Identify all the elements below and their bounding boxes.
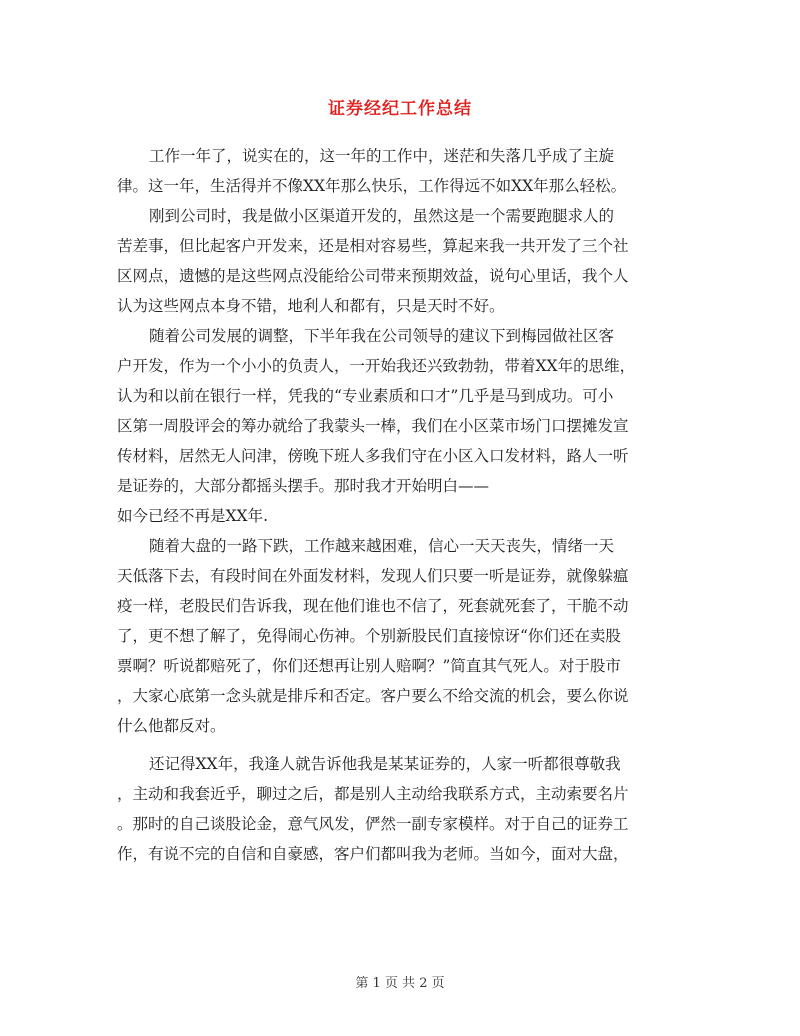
paragraph-line: 认为和以前在银行一样，凭我的“专业素质和口才”几乎是马到成功。可小 bbox=[117, 387, 614, 405]
paragraph-line: 苦差事，但比起客户开发来，还是相对容易些，算起来我一共开发了三个社 bbox=[117, 237, 629, 255]
paragraph-line: ，主动和我套近乎，聊过之后，都是别人主动给我联系方式，主动索要名片 bbox=[117, 785, 629, 803]
paragraph-line: 票啊？听说都赔死了，你们还想再让别人赔啊？”简直其气死人。对于股市 bbox=[117, 657, 621, 675]
paragraph-line: 还记得XX年，我逢人就告诉他我是某某证券的，人家一听都很尊敬我 bbox=[149, 755, 621, 773]
paragraph-line: 是证券的，大部分都摇头摆手。那时我才开始明白—— bbox=[117, 477, 490, 495]
document-title: 证券经纪工作总结 bbox=[328, 99, 472, 119]
paragraph-line: 认为这些网点本身不错，地利人和都有，只是天时不好。 bbox=[117, 297, 505, 315]
paragraph-line: 传材料，居然无人问津，傍晚下班人多我们守在小区入口发材料，路人一听 bbox=[117, 447, 629, 465]
document-body bbox=[117, 141, 683, 869]
page-number-footer: 第 1 页 共 2 页 bbox=[355, 976, 445, 991]
paragraph-line: 区网点，遗憾的是这些网点没能给公司带来预期效益，说句心里话，我个人 bbox=[117, 267, 629, 285]
paragraph-line: 疫一样，老股民们告诉我，现在他们谁也不信了，死套就死套了，干脆不动 bbox=[117, 597, 629, 615]
paragraph-line: 户开发，作为一个小小的负责人，一开始我还兴致勃勃，带着XX年的思维， bbox=[117, 357, 636, 375]
paragraph-line: 随着大盘的一路下跌，工作越来越困难，信心一天天丧失，情绪一天 bbox=[149, 537, 615, 555]
paragraph-line: 了，更不想了解了，免得闹心伤神。个别新股民们直接惊讶“你们还在卖股 bbox=[117, 627, 621, 645]
paragraph-line: 刚到公司时，我是做小区渠道开发的，虽然这是一个需要跑腿求人的 bbox=[149, 207, 615, 225]
paragraph-line: 什么他都反对。 bbox=[117, 717, 226, 735]
paragraph-line: 作，有说不完的自信和自豪感，客户们都叫我为老师。当如今，面对大盘， bbox=[117, 845, 629, 863]
paragraph-line: 区第一周股评会的筹办就给了我蒙头一棒，我们在小区菜市场门口摆摊发宣 bbox=[117, 417, 629, 435]
paragraph-line: 工作一年了，说实在的，这一年的工作中，迷茫和失落几乎成了主旋 bbox=[149, 147, 615, 165]
paragraph-line: 天低落下去，有段时间在外面发材料，发现人们只要一听是证券，就像躲瘟 bbox=[117, 567, 629, 585]
paragraph-line: 律。这一年，生活得并不像XX年那么快乐，工作得远不如XX年那么轻松。 bbox=[117, 177, 627, 195]
paragraph-line: ，大家心底第一念头就是排斥和否定。客户要么不给交流的机会，要么你说 bbox=[117, 687, 629, 705]
paragraph-line: 。那时的自己谈股论金，意气风发，俨然一副专家模样。对于自己的证券工 bbox=[117, 815, 629, 833]
paragraph-line: 如今已经不再是XX年. bbox=[117, 507, 268, 525]
paragraph-line: 随着公司发展的调整，下半年我在公司领导的建议下到梅园做社区客 bbox=[149, 327, 615, 345]
